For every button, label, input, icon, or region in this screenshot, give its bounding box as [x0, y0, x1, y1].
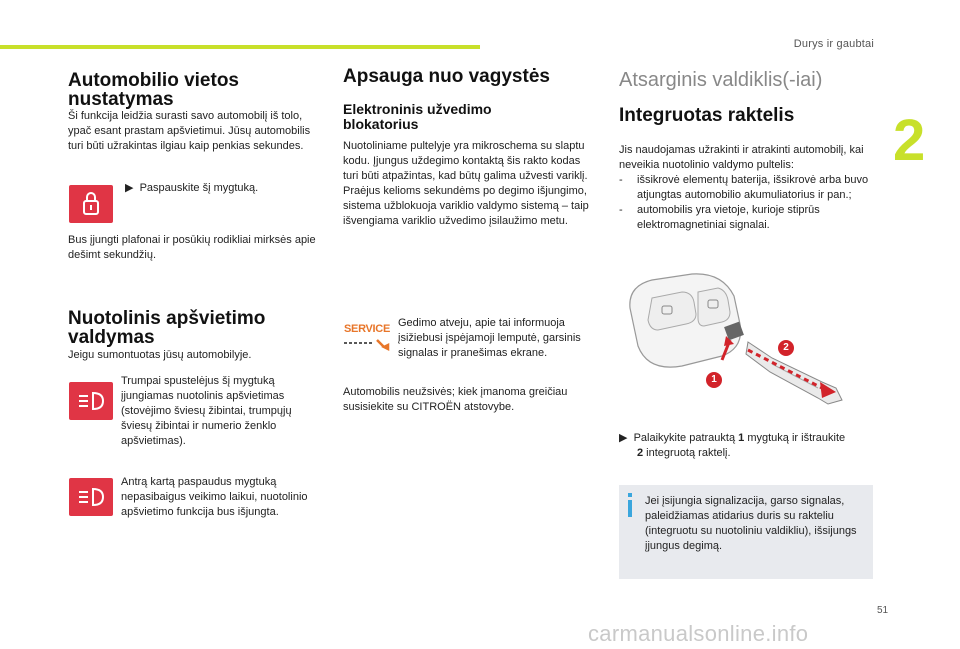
page-number: 51	[877, 605, 889, 616]
info-box	[619, 485, 873, 579]
lights-flash-text: Bus įjungti plafonai ir posūkių rodikliai mirksės apie dešimt sekundžių.	[68, 234, 316, 261]
bullet-text-a: Palaikykite patrauktą	[633, 432, 739, 444]
subheading-immobiliser: Elektroninis užvedimo blokatorius	[343, 101, 492, 132]
chapter-number: 2	[893, 108, 926, 173]
info-icon	[627, 493, 633, 517]
arrow-bullet-icon: ▶	[125, 182, 134, 194]
key-fob-illustration	[622, 268, 862, 418]
headlamp-button-icon	[69, 382, 113, 420]
heading-backup-control: Atsarginis valdiklis(-iai)	[619, 69, 823, 91]
arrow-bullet-icon: ▶	[619, 432, 628, 444]
bullet-ref-2: 2	[637, 447, 644, 459]
service-label: SERVICE	[344, 323, 390, 335]
contact-dealer-text: Automobilis neužsivės; kiek įmanoma greičiau susisiekite su CITROËN atstovybe.	[343, 386, 568, 413]
remote-lighting-off-text: Antrą kartą paspaudus mygtuką nepasibaigus veikimo laikui, nuotolinio apšvietimo funkcija bus išjungta.	[121, 476, 308, 518]
watermark: carmanualsonline.info	[588, 621, 809, 646]
service-warning-icon	[344, 323, 392, 359]
list-item: - automobilis yra vietoje, kurioje stiprūs elektromagnetiniai signalai.	[619, 203, 881, 233]
lock-button-icon	[69, 185, 113, 223]
section-accent-bar	[0, 45, 480, 49]
remote-lighting-intro: Jeigu sumontuotas jūsų automobilyje.	[68, 349, 252, 361]
callout-1: 1	[706, 372, 722, 388]
integrated-key-conditions	[619, 173, 881, 233]
heading-integrated-key: Integruotas raktelis	[619, 105, 795, 126]
section-header-title: Durys ir gaubtai	[793, 38, 874, 50]
heading-remote-lighting: Nuotolinis apšvietimo valdymas	[68, 308, 266, 348]
remote-lighting-on-text: Trumpai spustelėjus šį mygtuką įjungiamas nuotolinis apšvietimas (stovėjimo šviesų žibintai, trumpųjų šviesų žibintai ir numerio ženklo apšvietimas).	[121, 375, 292, 447]
bullet-text: Paspauskite šį mygtuką.	[139, 182, 259, 194]
fault-warning-text: Gedimo atveju, apie tai informuoja įsižiebusi įspėjamoji lemputė, garsinis signalas ir pranešimas ekrane.	[398, 317, 581, 359]
integrated-key-intro: Jis naudojamas užrakinti ir atrakinti automobilį, kai neveikia nuotolinio valdymo pultelis:	[619, 144, 864, 171]
bullet-extract-key	[619, 431, 881, 461]
headlamp-button-icon-2	[69, 478, 113, 516]
heading-vehicle-locating: Automobilio vietos nustatymas	[68, 70, 239, 110]
info-text: Jei įsijungia signalizacija, garso signalas, paleidžiamas atidarius duris su rakteliu (integruotu su nuotoliniu valdikliu), išsijungs įjungus degimą.	[645, 495, 857, 552]
bullet-text-e: integruotą raktelį.	[643, 447, 731, 459]
bullet-ref-1: 1	[738, 432, 745, 444]
immobiliser-text: Nuotoliniame pultelyje yra mikroschema su slaptu kodu. Įjungus uždegimo kontaktą šis rakto kodas turi būti atpažintas, kad būtų galima užvesti variklį. Praėjus kelioms sekundėms po degimo išjungimo, sistema užblokuoja variklio valdymo sistemą – taip išvengiama variklio užvedimo įsilaužimo metu.	[343, 140, 589, 227]
callout-2: 2	[778, 340, 794, 356]
vehicle-locating-text: Ši funkcija leidžia surasti savo automobilį iš tolo, ypač esant prastam apšvietimui. Jūsų automobilis turi būti užrakintas ilgiau kaip penkias sekundes.	[68, 110, 311, 152]
heading-anti-theft: Apsauga nuo vagystės	[343, 66, 550, 87]
bullet-press-button	[125, 181, 325, 196]
list-item: - išsikrovė elementų baterija, išsikrovė arba buvo atjungtas automobilio akumuliatorius ir pan.;	[619, 173, 881, 203]
bullet-text-c: mygtuką ir ištraukite	[744, 432, 846, 444]
